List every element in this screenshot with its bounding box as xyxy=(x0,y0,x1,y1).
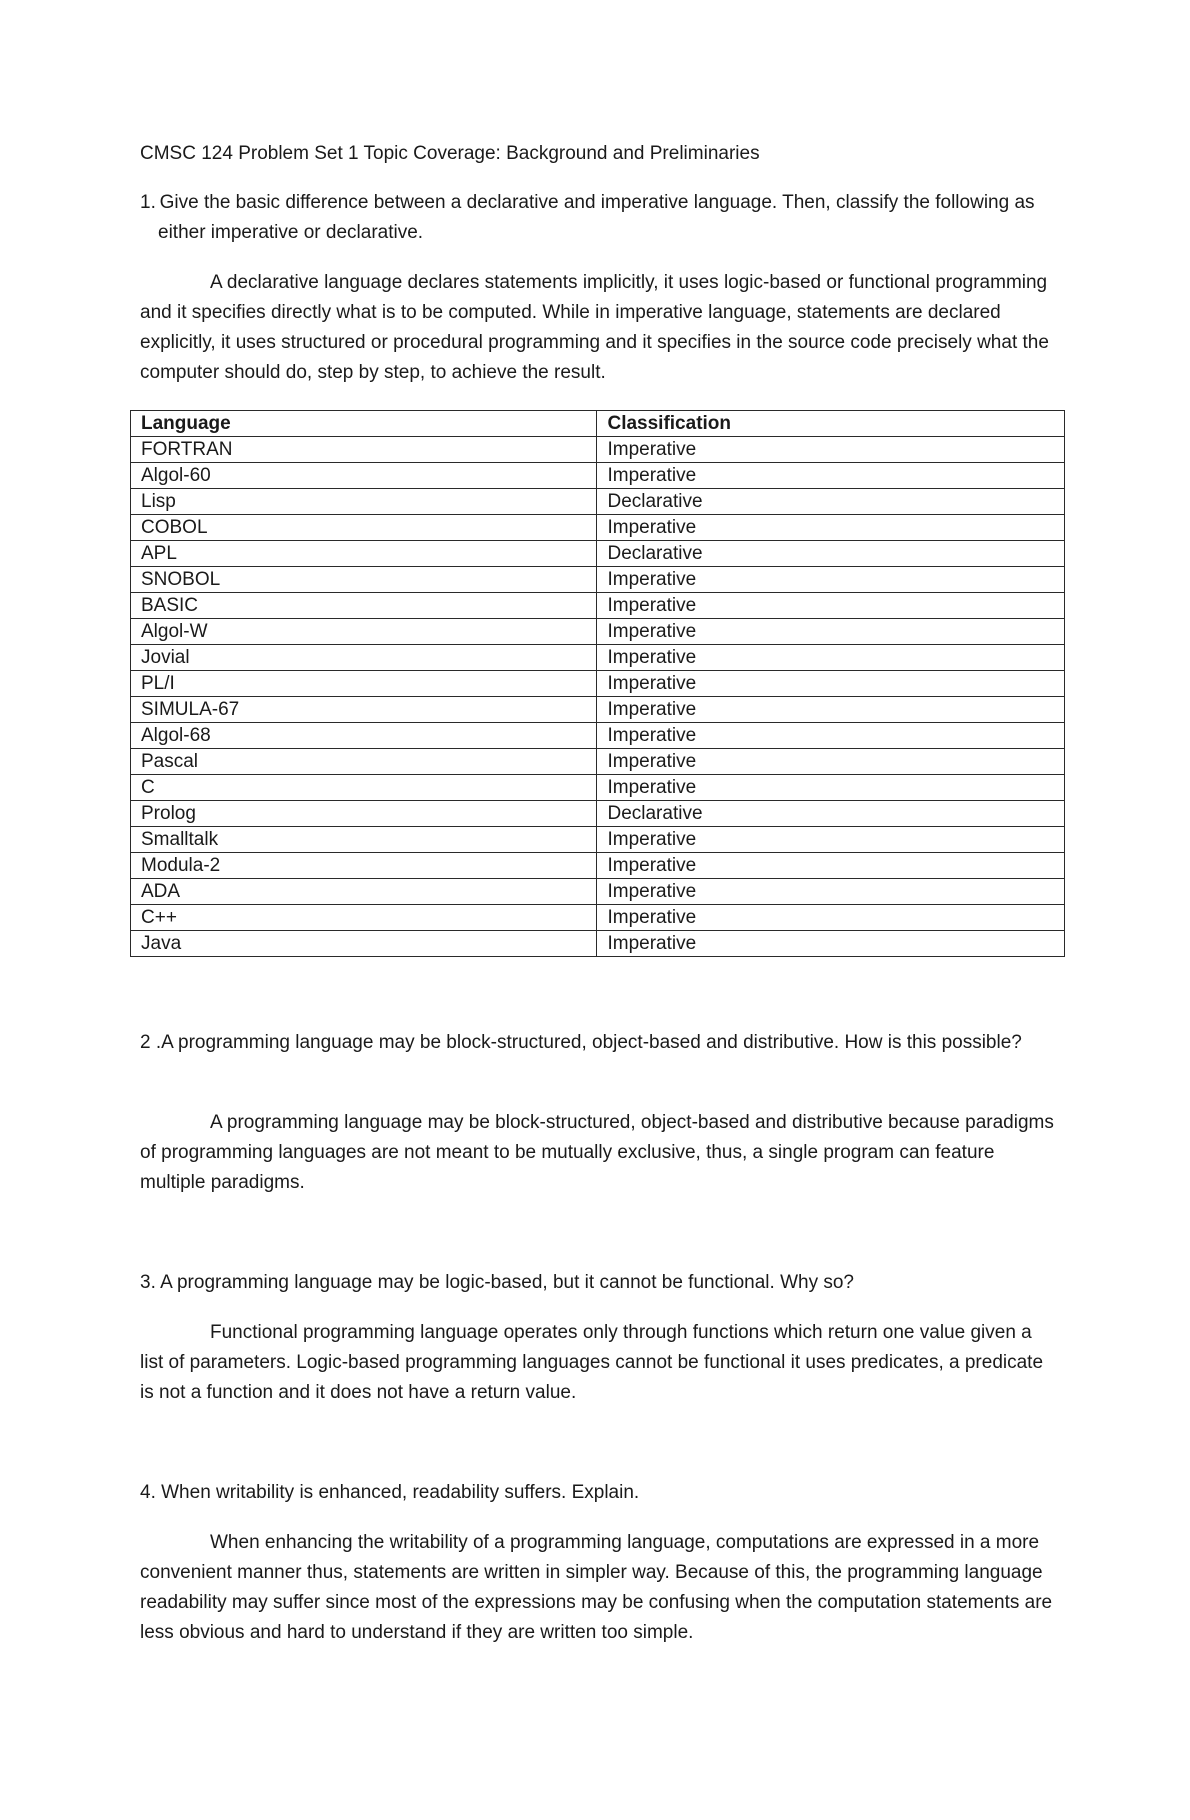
table-row xyxy=(131,775,1065,801)
cell-classification: Imperative xyxy=(597,619,1065,645)
language-classification-table xyxy=(130,410,1065,957)
cell-classification: Imperative xyxy=(597,853,1065,879)
cell-classification: Imperative xyxy=(597,437,1065,463)
cell-language: Modula-2 xyxy=(131,853,597,879)
cell-language: SNOBOL xyxy=(131,567,597,593)
cell-language: Smalltalk xyxy=(131,827,597,853)
table-row xyxy=(131,489,1065,515)
cell-language: Jovial xyxy=(131,645,597,671)
table-row xyxy=(131,645,1065,671)
table-row xyxy=(131,827,1065,853)
cell-classification: Imperative xyxy=(597,645,1065,671)
cell-classification: Imperative xyxy=(597,671,1065,697)
answer-3: Functional programming language operates only through functions which return one value given a list of parameters. Logic-based programming languages cannot be functional it uses predicates, a predicate is not a function and it does not have a return value. xyxy=(140,1322,1044,1403)
table-row xyxy=(131,931,1065,957)
table-row xyxy=(131,671,1065,697)
table-row xyxy=(131,541,1065,567)
cell-classification: Imperative xyxy=(597,515,1065,541)
cell-language: PL/I xyxy=(131,671,597,697)
answer-2: A programming language may be block-structured, object-based and distributive because paradigms of programming languages are not meant to be mutually exclusive, thus, a single program can feature multiple paradigms. xyxy=(140,1112,1054,1193)
table-row xyxy=(131,567,1065,593)
cell-classification: Imperative xyxy=(597,463,1065,489)
cell-language: Pascal xyxy=(131,749,597,775)
cell-classification: Imperative xyxy=(597,931,1065,957)
cell-language: APL xyxy=(131,541,597,567)
header-language: Language xyxy=(131,411,597,437)
table-row xyxy=(131,619,1065,645)
table-row xyxy=(131,749,1065,775)
cell-language: Algol-W xyxy=(131,619,597,645)
cell-language: COBOL xyxy=(131,515,597,541)
document-title: CMSC 124 Problem Set 1 Topic Coverage: Background and Preliminaries xyxy=(140,143,760,164)
cell-language: Java xyxy=(131,931,597,957)
table-row xyxy=(131,437,1065,463)
cell-classification: Declarative xyxy=(597,801,1065,827)
table-row xyxy=(131,879,1065,905)
cell-language: Lisp xyxy=(131,489,597,515)
cell-classification: Declarative xyxy=(597,489,1065,515)
cell-language: Algol-68 xyxy=(131,723,597,749)
cell-classification: Imperative xyxy=(597,567,1065,593)
table-row xyxy=(131,905,1065,931)
cell-classification: Imperative xyxy=(597,723,1065,749)
cell-language: BASIC xyxy=(131,593,597,619)
cell-language: SIMULA-67 xyxy=(131,697,597,723)
answer-1: A declarative language declares statements implicitly, it uses logic-based or functional programming and it specifies directly what is to be computed. While in imperative language, statements are declared explicitly, it uses structured or procedural programming and it specifies in the source code precisely what the computer should do, step by step, to achieve the result. xyxy=(140,272,1049,383)
cell-classification: Imperative xyxy=(597,697,1065,723)
answer-4: When enhancing the writability of a programming language, computations are expressed in a more convenient manner thus, statements are written in simpler way. Because of this, the programming language readability may suffer since most of the expressions may be confusing when the computation statements are less obvious and hard to understand if they are written too simple. xyxy=(140,1532,1053,1643)
header-classification: Classification xyxy=(597,411,1065,437)
cell-classification: Imperative xyxy=(597,749,1065,775)
cell-classification: Imperative xyxy=(597,593,1065,619)
question-2: 2 .A programming language may be block-structured, object-based and distributive. How is this possible? xyxy=(140,1032,1022,1053)
table-row xyxy=(131,723,1065,749)
cell-classification: Imperative xyxy=(597,879,1065,905)
cell-classification: Imperative xyxy=(597,775,1065,801)
cell-language: ADA xyxy=(131,879,597,905)
table-row xyxy=(131,463,1065,489)
cell-language: FORTRAN xyxy=(131,437,597,463)
table-row xyxy=(131,697,1065,723)
cell-classification: Declarative xyxy=(597,541,1065,567)
table-body xyxy=(131,437,1065,957)
table-row xyxy=(131,801,1065,827)
question-4: 4. When writability is enhanced, readability suffers. Explain. xyxy=(140,1482,640,1503)
cell-language: Prolog xyxy=(131,801,597,827)
table-row xyxy=(131,853,1065,879)
cell-classification: Imperative xyxy=(597,905,1065,931)
cell-language: C xyxy=(131,775,597,801)
cell-classification: Imperative xyxy=(597,827,1065,853)
cell-language: Algol-60 xyxy=(131,463,597,489)
question-1: 1. Give the basic difference between a declarative and imperative language. Then, classify the following as either imperative or declarative. xyxy=(140,192,1035,243)
table-header-row xyxy=(131,411,1065,437)
table-row xyxy=(131,593,1065,619)
table-row xyxy=(131,515,1065,541)
question-3: 3. A programming language may be logic-based, but it cannot be functional. Why so? xyxy=(140,1272,854,1293)
cell-language: C++ xyxy=(131,905,597,931)
